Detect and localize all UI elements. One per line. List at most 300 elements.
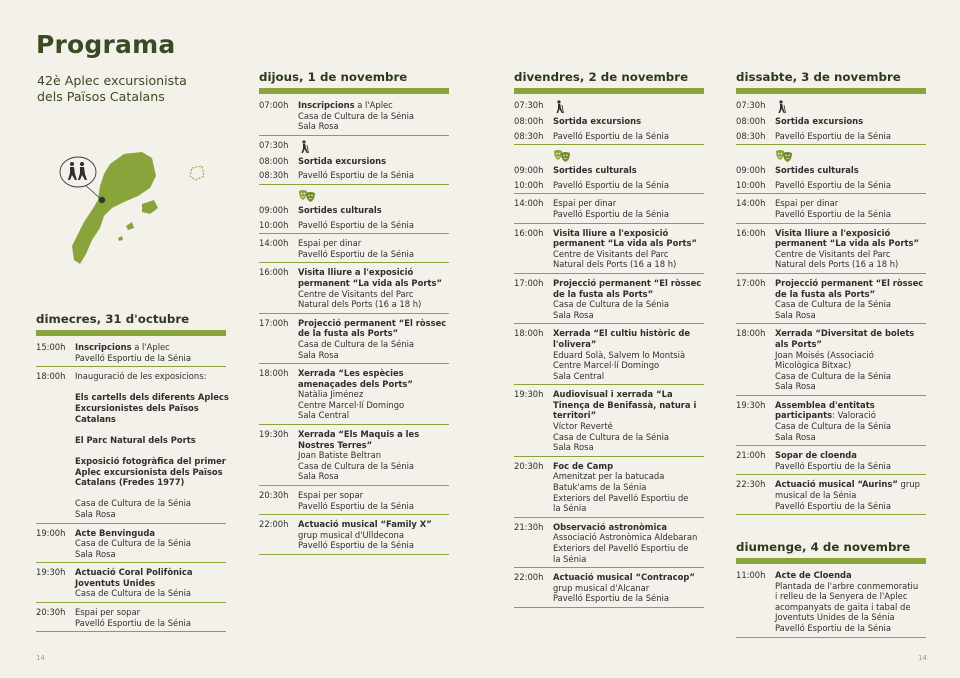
event-time: 09:00h xyxy=(259,204,289,215)
event-line xyxy=(298,278,449,289)
event-line xyxy=(775,180,926,191)
event-details xyxy=(775,180,926,191)
event-time: 07:30h xyxy=(259,139,289,150)
event-text: Centre de Visitants del Parc xyxy=(298,288,414,299)
subtitle-line: 42è Aplec excursionista xyxy=(37,73,187,88)
event-title: Nostres Terres” xyxy=(298,439,373,450)
event-line xyxy=(298,379,449,390)
event-text: Centre de Visitants del Parc xyxy=(553,248,669,259)
event-line xyxy=(775,479,926,490)
event-text: Pavelló Esportiu de la Sénia xyxy=(775,179,891,190)
schedule-event xyxy=(514,115,704,130)
schedule-event xyxy=(514,388,704,457)
event-line xyxy=(75,488,229,499)
event-title: Projecció permanent “El ròssec xyxy=(553,277,702,288)
event-line xyxy=(775,165,926,176)
event-title: participants xyxy=(775,410,833,421)
event-time: 09:00h xyxy=(514,165,544,176)
event-line xyxy=(553,554,704,565)
event-line xyxy=(75,538,226,549)
event-details xyxy=(298,318,449,360)
event-line xyxy=(298,220,449,231)
event-details xyxy=(298,156,449,167)
event-line xyxy=(75,371,229,382)
event-line xyxy=(553,278,704,289)
event-line xyxy=(298,501,449,512)
event-time: 10:00h xyxy=(514,179,544,190)
event-title: Assemblea d'entitats xyxy=(775,399,875,410)
event-details xyxy=(553,180,704,191)
event-time: 07:00h xyxy=(259,100,289,110)
event-details xyxy=(553,100,704,112)
event-text: grup musical d'Alcanar xyxy=(553,582,650,593)
event-title: Sortida excursions xyxy=(775,116,864,126)
event-line xyxy=(75,435,229,446)
event-time: 15:00h xyxy=(36,342,66,352)
event-line xyxy=(75,424,229,435)
event-time: 16:00h xyxy=(259,267,289,278)
event-time: 14:00h xyxy=(259,238,289,249)
event-time: 20:30h xyxy=(36,607,66,618)
event-time: 18:00h xyxy=(514,328,544,339)
event-line xyxy=(775,623,926,634)
event-text: Pavelló Esportiu de la Sénia xyxy=(75,352,191,363)
schedule-column-dijous xyxy=(259,70,449,558)
event-line xyxy=(553,421,704,432)
event-line xyxy=(298,530,449,541)
schedule-event xyxy=(514,277,704,324)
event-details xyxy=(298,368,449,421)
theatre-masks-icon xyxy=(775,149,793,163)
event-title: Visita lliure a l'exposició xyxy=(775,227,891,238)
event-line xyxy=(775,612,926,623)
event-title: Xerrada “Els Maquis a les xyxy=(298,429,420,440)
event-line xyxy=(75,509,229,520)
event-line xyxy=(553,400,704,411)
event-line xyxy=(298,389,449,400)
event-line xyxy=(775,238,926,249)
schedule-event xyxy=(259,518,449,555)
event-text: Joventuts Unides de la Sénia xyxy=(775,612,895,623)
event-line xyxy=(775,116,926,127)
event-title: de la fusta als Ports” xyxy=(775,288,876,299)
event-title: de la fusta als Ports” xyxy=(553,288,654,299)
event-line xyxy=(298,519,449,530)
event-line xyxy=(553,310,704,321)
event-time: 19:30h xyxy=(259,429,289,440)
schedule-event xyxy=(736,197,926,223)
schedule-event xyxy=(259,139,449,155)
schedule-column-dimecres xyxy=(36,312,229,635)
event-title: Xerrada “Diversitat de bolets xyxy=(775,328,915,339)
day-heading-bar xyxy=(736,88,926,94)
event-title: Actuació musical “Contracop” xyxy=(553,572,695,583)
event-time: 08:30h xyxy=(736,130,766,141)
event-time: 20:30h xyxy=(259,490,289,501)
event-text: Espai per dinar xyxy=(775,198,839,209)
event-line xyxy=(553,432,704,443)
event-details xyxy=(553,389,704,453)
event-details xyxy=(775,116,926,127)
event-line xyxy=(298,111,449,122)
day-heading: dissabte, 3 de novembre xyxy=(736,70,901,84)
event-time: 08:30h xyxy=(259,170,289,181)
event-title: Foc de Camp xyxy=(553,460,614,471)
event-text: Natural dels Ports (16 a 18 h) xyxy=(775,259,899,270)
event-line xyxy=(298,471,449,482)
event-details xyxy=(298,519,449,551)
event-line xyxy=(75,445,229,456)
day-heading-bar xyxy=(736,558,926,564)
event-line xyxy=(75,456,229,467)
event-line xyxy=(553,116,704,127)
event-time: 11:00h xyxy=(736,570,766,580)
event-details xyxy=(553,572,704,604)
event-title: Acte Benvinguda xyxy=(75,527,155,538)
event-text: acompanyats de gaita i tabal de xyxy=(775,601,911,612)
schedule-event xyxy=(259,428,449,486)
event-time: 20:30h xyxy=(514,460,544,471)
event-line xyxy=(775,371,926,382)
event-line xyxy=(775,602,926,613)
event-text: Casa de Cultura de la Sénia xyxy=(298,338,415,349)
day-heading: divendres, 2 de novembre xyxy=(514,70,689,84)
event-text: a l'Aplec xyxy=(354,100,393,110)
event-details xyxy=(553,198,704,219)
event-line xyxy=(775,310,926,321)
schedule-event xyxy=(736,130,926,146)
event-line xyxy=(553,410,704,421)
event-line xyxy=(75,498,229,509)
event-line xyxy=(298,170,449,181)
event-details xyxy=(298,170,449,181)
event-details xyxy=(553,278,704,320)
schedule-event xyxy=(259,266,449,313)
event-details xyxy=(75,528,226,560)
event-text: Víctor Reverté xyxy=(553,421,613,432)
event-line xyxy=(298,350,449,361)
event-text: a l'Aplec xyxy=(131,342,170,352)
event-time: 17:00h xyxy=(514,277,544,288)
event-line xyxy=(75,588,226,599)
event-time: 16:00h xyxy=(514,227,544,238)
event-details xyxy=(553,522,704,564)
event-line xyxy=(775,360,926,371)
event-details xyxy=(775,400,926,442)
event-details xyxy=(553,228,704,270)
event-details xyxy=(75,371,229,519)
theatre-masks-icon xyxy=(298,189,316,203)
event-line xyxy=(553,522,704,533)
event-line xyxy=(298,238,449,249)
event-title: Exposició fotogràfica del primer xyxy=(75,455,226,466)
event-text: Pavelló Esportiu de la Sénia xyxy=(553,593,669,604)
event-time: 17:00h xyxy=(259,317,289,328)
event-title: Observació astronòmica xyxy=(553,521,667,532)
event-line xyxy=(553,389,704,400)
event-line xyxy=(75,403,229,414)
event-title: Acte de Cloenda xyxy=(775,570,852,580)
event-text: Pavelló Esportiu de la Sénia xyxy=(553,130,669,141)
event-details xyxy=(298,220,449,231)
event-line xyxy=(553,259,704,270)
event-text: Batuk'ams de la Sénia xyxy=(553,482,647,493)
event-line xyxy=(775,278,926,289)
event-line xyxy=(775,350,926,361)
event-line xyxy=(298,400,449,411)
event-line xyxy=(775,339,926,350)
event-line xyxy=(553,583,704,594)
activity-icon-row xyxy=(736,148,926,164)
page-number-right: 14 xyxy=(918,654,927,662)
event-title: permanent “La vida als Ports” xyxy=(298,277,442,288)
schedule-event xyxy=(736,449,926,475)
schedule-event xyxy=(259,155,449,170)
event-text: Sala Rosa xyxy=(775,309,816,320)
event-line xyxy=(75,342,226,353)
event-text: Casa de Cultura de la Sénia xyxy=(75,498,192,509)
event-text: Exteriors del Pavelló Esportiu de xyxy=(553,492,689,503)
event-time: 10:00h xyxy=(259,219,289,230)
event-line xyxy=(298,410,449,421)
schedule-event xyxy=(36,370,229,523)
event-line xyxy=(553,289,704,300)
event-line xyxy=(775,289,926,300)
event-line xyxy=(553,350,704,361)
event-time: 10:00h xyxy=(736,179,766,190)
schedule-event xyxy=(736,399,926,446)
event-title: Audiovisual i xerrada “La xyxy=(553,389,673,400)
event-line xyxy=(298,461,449,472)
event-text: Pavelló Esportiu de la Sénia xyxy=(298,248,414,259)
event-text: Sala Rosa xyxy=(775,431,816,442)
event-text: Casa de Cultura de la Sénia xyxy=(553,431,670,442)
event-time: 18:00h xyxy=(259,368,289,379)
event-line xyxy=(75,392,229,403)
event-line xyxy=(553,493,704,504)
event-line xyxy=(553,442,704,453)
schedule-event xyxy=(514,130,704,146)
event-details xyxy=(298,490,449,511)
event-text: Exteriors del Pavelló Esportiu de xyxy=(553,543,689,553)
event-line xyxy=(553,593,704,604)
event-line xyxy=(775,501,926,512)
schedule-event xyxy=(514,327,704,385)
event-details xyxy=(298,140,449,152)
event-text: grup musical d'Ulldecona xyxy=(298,529,404,540)
event-title: Inscripcions xyxy=(298,100,355,110)
event-title: de la fusta als Ports” xyxy=(298,328,399,339)
event-line xyxy=(75,549,226,560)
event-title: permanent “La vida als Ports” xyxy=(553,238,697,249)
event-text: Espai per sopar xyxy=(75,607,141,618)
event-details xyxy=(553,328,704,381)
event-line xyxy=(298,249,449,260)
event-text: Pavelló Esportiu de la Sénia xyxy=(775,460,891,471)
event-text: Sala Central xyxy=(553,370,605,381)
schedule-event xyxy=(259,99,449,136)
event-line xyxy=(298,100,449,111)
event-time: 22:00h xyxy=(514,572,544,583)
schedule-event xyxy=(514,571,704,608)
event-time: 22:00h xyxy=(259,519,289,530)
event-line xyxy=(553,471,704,482)
event-line xyxy=(298,339,449,350)
event-time: 18:00h xyxy=(736,328,766,339)
event-details xyxy=(775,278,926,320)
event-title: territori” xyxy=(553,410,597,421)
event-text: Sala Rosa xyxy=(75,508,116,519)
event-details xyxy=(298,238,449,259)
event-line xyxy=(298,318,449,329)
event-time: 09:00h xyxy=(736,165,766,176)
event-text: Inauguració de les exposicions: xyxy=(75,371,207,382)
event-text: Plantada de l'arbre conmemoratiu xyxy=(775,580,919,591)
event-title: Sortida excursions xyxy=(553,116,642,126)
day-heading: dijous, 1 de novembre xyxy=(259,70,408,84)
event-text: Pavelló Esportiu de la Sénia xyxy=(775,622,891,633)
event-line xyxy=(298,368,449,379)
event-line xyxy=(775,228,926,239)
event-line xyxy=(553,532,704,543)
event-text: Casa de Cultura de la Sénia xyxy=(75,538,192,549)
event-line xyxy=(298,299,449,310)
event-details xyxy=(75,567,226,599)
schedule-event xyxy=(259,169,449,185)
event-text: Casa de Cultura de la Sénia xyxy=(75,588,192,599)
event-title: amenaçades dels Ports” xyxy=(298,378,413,389)
page-title: Programa xyxy=(36,30,176,59)
event-time: 19:30h xyxy=(736,399,766,410)
event-text: Casa de Cultura de la Sénia xyxy=(298,110,415,121)
event-text: Pavelló Esportiu de la Sénia xyxy=(298,500,414,511)
hiker-icon xyxy=(553,100,565,114)
schedule-event xyxy=(259,237,449,263)
schedule-event xyxy=(36,566,226,603)
event-details xyxy=(775,131,926,142)
event-time: 08:00h xyxy=(736,116,766,126)
schedule-event xyxy=(36,606,226,632)
event-line xyxy=(553,131,704,142)
event-line xyxy=(75,618,226,629)
schedule-event xyxy=(259,317,449,364)
event-text: Centre Marcel·lí Domingo xyxy=(553,360,660,371)
event-text: Sala Central xyxy=(298,410,350,421)
event-details xyxy=(298,205,449,216)
event-line xyxy=(553,503,704,514)
event-line xyxy=(75,382,229,393)
event-line xyxy=(553,482,704,493)
event-line xyxy=(298,289,449,300)
event-title: l'olivera” xyxy=(553,338,597,349)
day-heading-bar xyxy=(36,330,226,336)
event-details xyxy=(775,228,926,270)
event-details xyxy=(553,131,704,142)
schedule-event xyxy=(736,277,926,324)
event-text: Eduard Solà, Salvem lo Montsià xyxy=(553,349,686,360)
event-details xyxy=(775,328,926,392)
event-line xyxy=(298,121,449,132)
schedule-event xyxy=(514,164,704,179)
event-title: Actuació Coral Polifònica xyxy=(75,567,193,578)
day-heading: diumenge, 4 de novembre xyxy=(736,540,911,554)
event-text: Casa de Cultura de la Sénia xyxy=(775,370,892,381)
event-line xyxy=(298,440,449,451)
schedule-event xyxy=(514,460,704,518)
event-text: i relleu de la Senyera de l'Aplec xyxy=(775,591,908,602)
event-time: 14:00h xyxy=(514,198,544,209)
event-title: Tinença de Benifassà, natura i xyxy=(553,399,697,410)
event-line xyxy=(775,299,926,310)
event-title: El Parc Natural dels Ports xyxy=(75,434,196,445)
event-line xyxy=(775,570,926,581)
map-catalan-countries-icon xyxy=(54,142,214,272)
event-line xyxy=(75,528,226,539)
event-line xyxy=(553,360,704,371)
event-text: Sala Rosa xyxy=(298,121,339,132)
schedule-event xyxy=(259,204,449,219)
event-text: Pavelló Esportiu de la Sénia xyxy=(553,179,669,190)
event-text: la Sénia xyxy=(553,553,587,564)
event-line xyxy=(298,205,449,216)
event-line xyxy=(553,543,704,554)
event-line xyxy=(75,477,229,488)
schedule-event xyxy=(736,327,926,396)
schedule-event xyxy=(736,227,926,274)
event-text: Associació Astronòmica Aldebaran xyxy=(553,532,698,543)
event-title: Sopar de cloenda xyxy=(775,450,857,461)
event-line xyxy=(775,198,926,209)
event-text: Casa de Cultura de la Sénia xyxy=(553,299,670,310)
event-title: Projecció permanent “El ròssec xyxy=(775,277,924,288)
event-text: Sala Rosa xyxy=(298,471,339,482)
event-text: Sala Rosa xyxy=(553,442,594,453)
event-details xyxy=(775,479,926,511)
event-line xyxy=(553,299,704,310)
event-text: Amenitzat per la batucada xyxy=(553,471,665,482)
event-details xyxy=(553,165,704,176)
event-text: : Valoració xyxy=(832,410,876,421)
event-details xyxy=(775,450,926,471)
hiker-icon xyxy=(775,100,787,114)
event-time: 08:30h xyxy=(514,130,544,141)
event-line xyxy=(775,490,926,501)
event-line xyxy=(775,131,926,142)
event-title: Actuació musical “Aurins” xyxy=(775,479,898,490)
event-time: 08:00h xyxy=(259,155,289,166)
event-title: Sortida excursions xyxy=(298,155,387,166)
event-time: 17:00h xyxy=(736,277,766,288)
event-title: Joventuts Unides xyxy=(75,577,156,588)
activity-icon-row xyxy=(514,148,704,164)
event-line xyxy=(553,328,704,339)
event-line xyxy=(553,165,704,176)
schedule-event xyxy=(736,478,926,515)
event-details xyxy=(775,100,926,112)
event-line xyxy=(775,209,926,220)
event-line xyxy=(553,238,704,249)
event-text: Sala Rosa xyxy=(75,548,116,559)
event-text: Casa de Cultura de la Sénia xyxy=(775,299,892,310)
event-text: Natàlia Jiménez xyxy=(298,389,364,400)
event-line xyxy=(775,421,926,432)
event-title: Sortides culturals xyxy=(298,204,382,215)
event-time: 19:30h xyxy=(514,389,544,400)
event-line xyxy=(298,540,449,551)
event-text: Pavelló Esportiu de la Sénia xyxy=(775,130,891,141)
event-text: Pavelló Esportiu de la Sénia xyxy=(75,617,191,628)
event-line xyxy=(775,410,926,421)
